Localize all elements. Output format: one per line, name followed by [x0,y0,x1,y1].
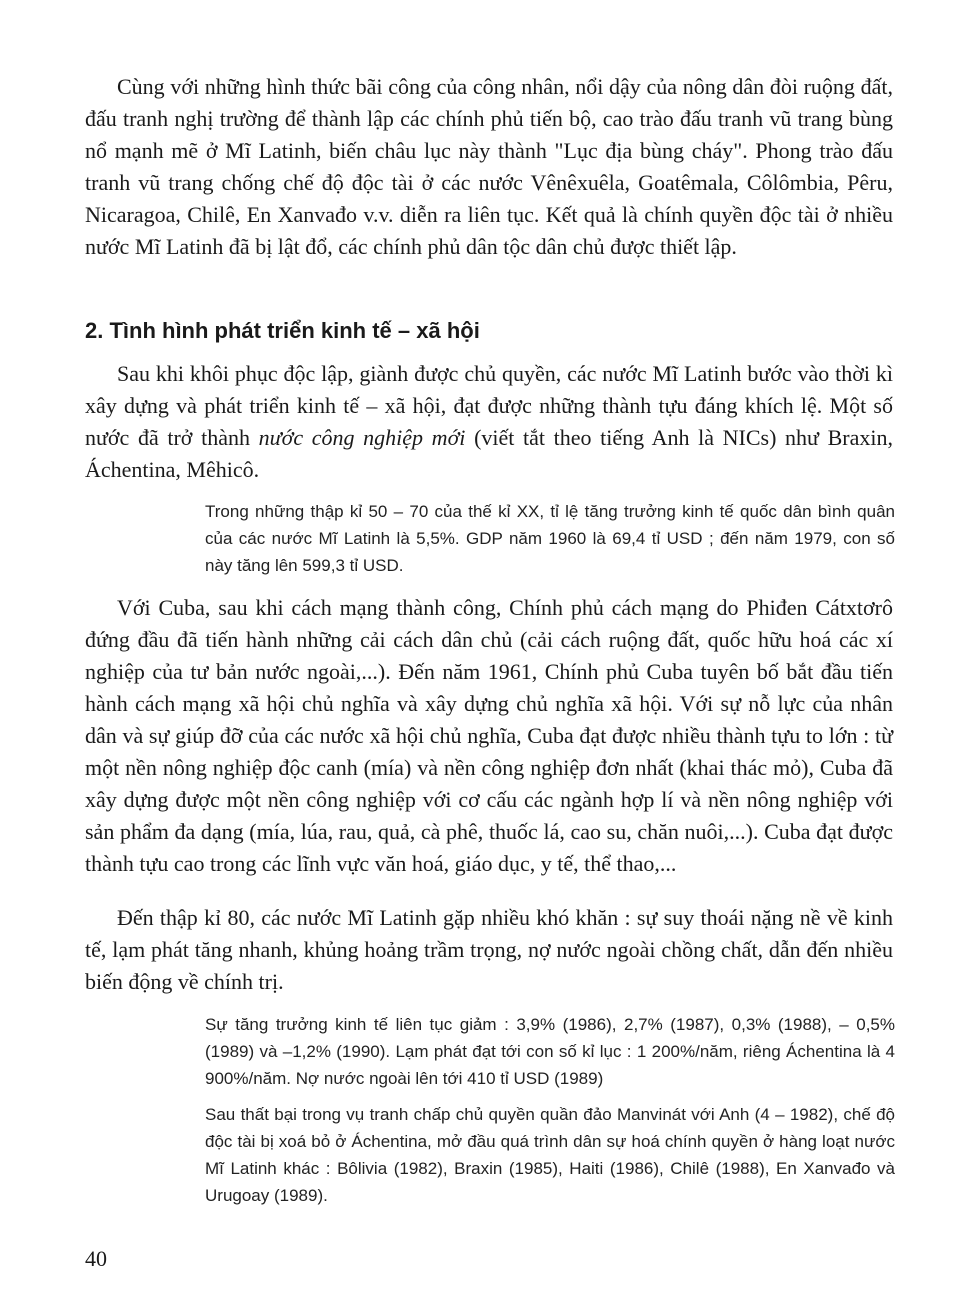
note-growth-figures: Trong những thập kỉ 50 – 70 của thế kỉ XX, tỉ lệ tăng trưởng kinh tế quốc dân bình quân của các nước Mĩ Latinh là 5,5%. GDP năm 1960 là 69,4 tỉ USD ; đến năm 1979, con số này tăng lên 599,3 tỉ USD. [205,502,895,575]
page-number: 40 [85,1246,107,1271]
note-democratization: Sau thất bại trong vụ tranh chấp chủ quyền quần đảo Manvinát với Anh (4 – 1982), chế độ độc tài bị xoá bỏ ở Áchentina, mở đầu quá trình dân sự hoá chính quyền ở hàng loạt nước Mĩ Latinh khác : Bôlivia (1982), Braxin (1985), Haiti (1986), Chilê (1988), En Xanvađo và Urugoay (1989). [205,1105,895,1205]
paragraph-1980s-crisis: Đến thập kỉ 80, các nước Mĩ Latinh gặp nhiều khó khăn : sự suy thoái nặng nề về kinh tế, lạm phát tăng nhanh, khủng hoảng trầm trọng, nợ nước ngoài chồng chất, dẫn đến nhiều biến động về chính trị. [85,905,893,994]
nics-term: nước công nghiệp mới [258,425,466,450]
paragraph-armed-struggle: Cùng với những hình thức bãi công của công nhân, nổi dậy của nông dân đòi ruộng đất, đấu tranh nghị trường để thành lập các chính phủ tiến bộ, cao trào đấu tranh vũ trang bùng nổ mạnh mẽ ở Mĩ Latinh, biến châu lục này thành "Lục địa bùng cháy". Phong trào đấu tranh vũ trang chống chế độ độc tài ở các nước Vênêxuêla, Goatêmala, Côlômbia, Pêru, Nicaragoa, Chilê, En Xanvađo v.v. diễn ra liên tục. Kết quả là chính quyền độc tài ở nhiều nước Mĩ Latinh đã bị lật đổ, các chính phủ dân tộc dân chủ được thiết lập. [85,74,893,259]
paragraph-2-lead: Sau khi khôi phục độc lập, giành được chủ quyền, các nước Mĩ Latinh bước vào thời kì xây dựng và phát triển kinh tế – xã hội, đạt được những thành tựu đáng khích lệ. Một số nước đã trở thành [85,361,893,450]
paragraph-cuba: Với Cuba, sau khi cách mạng thành công, Chính phủ cách mạng do Phiđen Cátxtơrô đứng đầu đã tiến hành những cải cách dân chủ (cải cách ruộng đất, quốc hữu hoá các xí nghiệp của tư bản nước ngoài,...). Đến năm 1961, Chính phủ Cuba tuyên bố bắt đầu tiến hành cách mạng xã hội chủ nghĩa và xây dựng chủ nghĩa xã hội. Với sự nỗ lực của nhân dân và sự giúp đỡ của các nước xã hội chủ nghĩa, Cuba đạt được nhiều thành tựu to lớn : từ một nền nông nghiệp độc canh (mía) và nền công nghiệp đơn nhất (khai thác mỏ), Cuba đã xây dựng được một nền công nghiệp với cơ cấu các ngành hợp lí và nền nông nghiệp với sản phẩm đa dạng (mía, lúa, rau, quả, cà phê, thuốc lá, cao su, chăn nuôi,...). Cuba đạt được thành tựu cao trong các lĩnh vực văn hoá, giáo dục, y tế, thể thao,... [85,595,893,876]
note-decline-figures: Sự tăng trưởng kinh tế liên tục giảm : 3,9% (1986), 2,7% (1987), 0,3% (1988), – 0,5% (1989) và –1,2% (1990). Lạm phát đạt tới con số kỉ lục : 1 200%/năm, riêng Áchentina là 4 900%/năm. Nợ nước ngoài lên tới 410 tỉ USD (1989) [205,1015,895,1088]
paragraph-2-tail: (viết tắt theo tiếng Anh là NICs) như Braxin, Áchentina, Mêhicô. [85,425,893,482]
section-heading: 2. Tình hình phát triển kinh tế – xã hội [85,318,480,343]
paragraph-economic-development [85,358,893,486]
